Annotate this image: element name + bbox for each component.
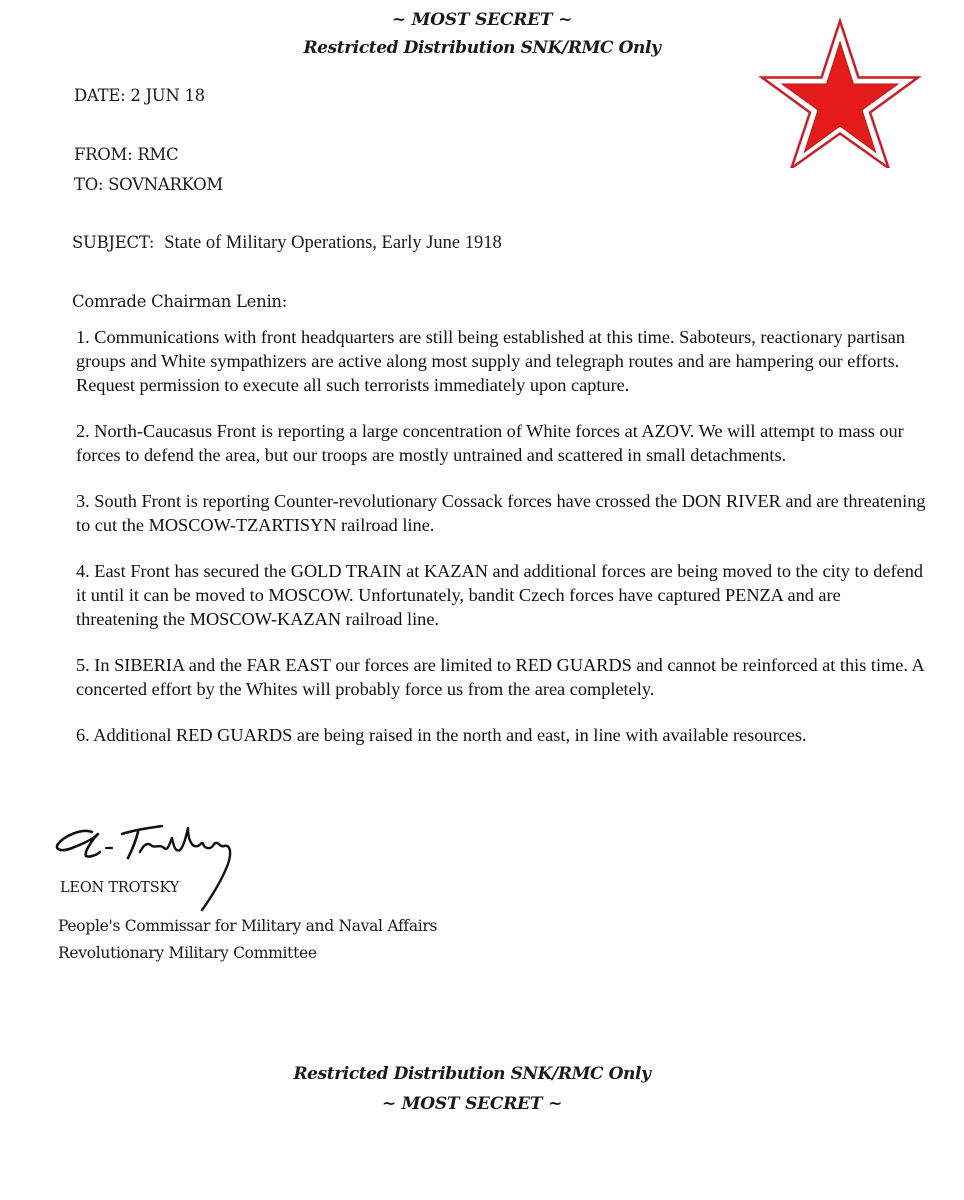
handwritten-signature-icon — [52, 818, 252, 914]
subject-label: SUBJECT: — [72, 233, 155, 252]
paragraph-5: 5. In SIBERIA and the FAR EAST our forces are limited to RED GUARDS and cannot be reinforced at this time. A concerted effort by the Whites will probably force us from the area completely. — [76, 655, 924, 699]
paragraph-1: 1. Communications with front headquarters are still being established at this time. Saboteurs, reactionary partisan groups and White sympathizers are active along most supply and telegraph routes and are hampering our efforts. Request permission to execute all such terrorists immediately upon capture. — [76, 327, 906, 395]
paragraph-4: 4. East Front has secured the GOLD TRAIN at KAZAN and additional forces are being moved to the city to defend it until it can be moved to MOSCOW. Unfortunately, bandit Czech forces have captured PENZA and are threatening the MOSCOW-KAZAN railroad line. — [76, 561, 923, 629]
from-line — [74, 145, 178, 164]
signature-stroke-rotsky — [140, 828, 230, 910]
subject-value: State of Military Operations, Early June 1918 — [164, 233, 502, 253]
date-line — [74, 86, 205, 105]
red-star-icon — [758, 18, 922, 168]
paragraph-3: 3. South Front is reporting Counter-revolutionary Cossack forces have crossed the DON RIVER and are threatening to cut the MOSCOW-TZARTISYN railroad line. — [76, 491, 926, 535]
paragraph-2: 2. North-Caucasus Front is reporting a large concentration of White forces at AZOV. We will attempt to mass our forces to defend the area, but our troops are mostly untrained and scattered in small detachments. — [76, 421, 904, 465]
top-classification-marking: ~ MOST SECRET ~ — [391, 10, 573, 30]
signature-stroke-t — [122, 826, 162, 858]
date-label: DATE: — [74, 86, 126, 105]
from-value: RMC — [137, 145, 179, 164]
signatory-organization: Revolutionary Military Committee — [58, 944, 317, 962]
from-label: FROM: — [74, 145, 133, 164]
star-inner-fill — [782, 42, 898, 152]
paragraph-6: 6. Additional RED GUARDS are being raised in the north and east, in line with available resources. — [76, 725, 807, 745]
bottom-distribution-notice: Restricted Distribution SNK/RMC Only — [293, 1064, 651, 1084]
subject-line — [72, 233, 502, 254]
to-label: TO: — [74, 175, 104, 194]
salutation: Comrade Chairman Lenin: — [72, 292, 288, 311]
bottom-classification-marking: ~ MOST SECRET ~ — [381, 1094, 563, 1114]
signatory-title: People's Commissar for Military and Naval Affairs — [58, 917, 438, 935]
to-value: SOVNARKOM — [108, 175, 223, 194]
to-line — [74, 175, 223, 194]
signatory-name: LEON TROTSKY — [60, 880, 180, 896]
date-value: 2 JUN 18 — [130, 86, 205, 105]
memo-body — [76, 325, 926, 769]
top-distribution-notice: Restricted Distribution SNK/RMC Only — [303, 38, 661, 58]
signature-stroke-l — [57, 831, 100, 857]
